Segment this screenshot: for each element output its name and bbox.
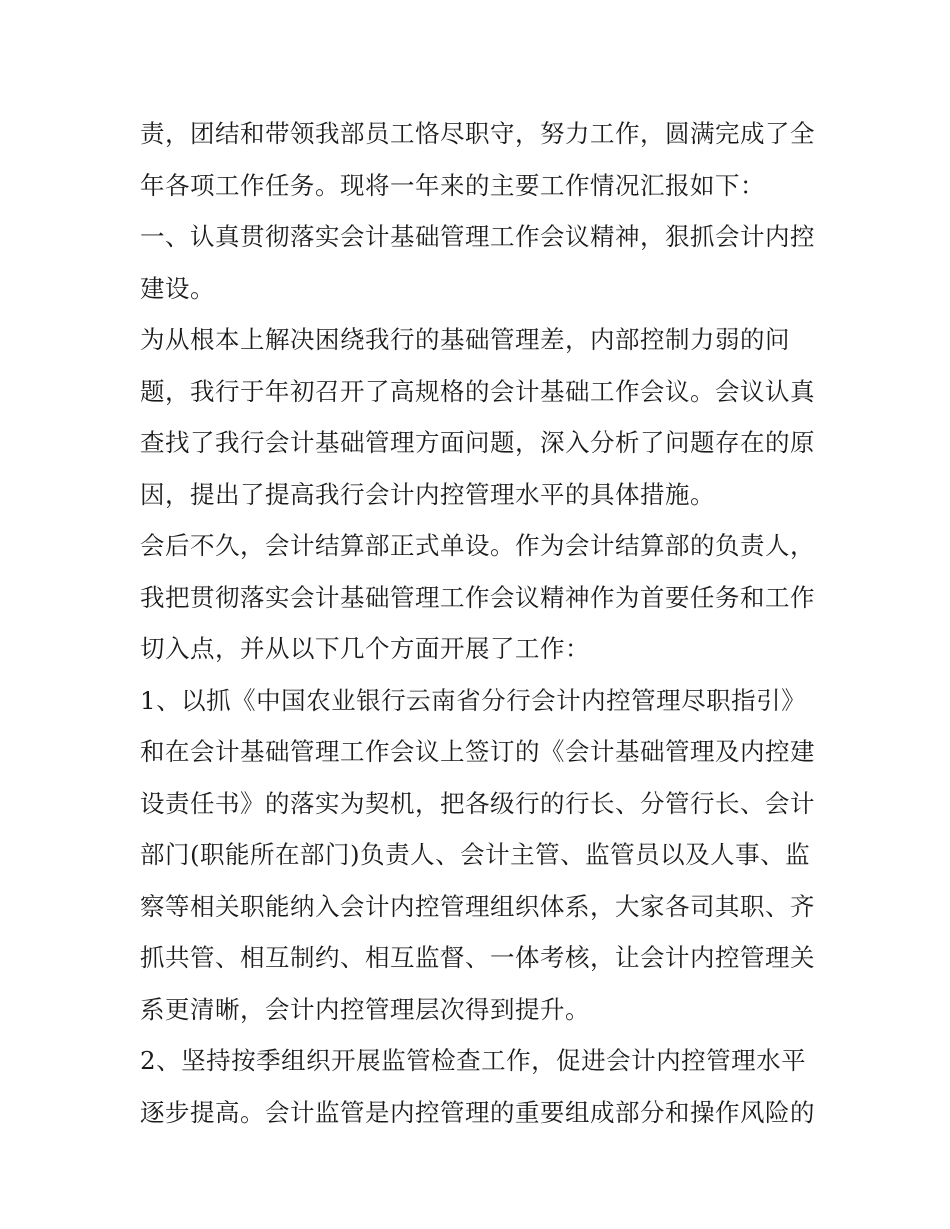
text-line: 系更清晰，会计内控管理层次得到提升。 [140,994,590,1024]
text-line: 我把贯彻落实会计基础管理工作会议精神作为首要任务和工作 [140,582,815,612]
list-item-2: 2、坚持按季组织开展监管检查工作，促进会计内控管理水平 [140,1046,807,1075]
list-item-1: 1、以抓《中国农业银行云南省分行会计内控管理尽职指引》 [140,685,807,715]
text-line: 题，我行于年初召开了高规格的会计基础工作会议。会议认真 [140,376,815,406]
text-line: 因，提出了提高我行会计内控管理水平的具体措施。 [140,479,715,509]
text-line: 查找了我行会计基础管理方面问题，深入分析了问题存在的原 [140,428,815,457]
section-heading: 建设。 [140,273,215,303]
text-line: 设责任书》的落实为契机，把各级行的行长、分管行长、会计 [140,788,815,818]
text-line: 年各项工作任务。现将一年来的主要工作情况汇报如下： [140,170,765,200]
text-line: 为从根本上解决困绕我行的基础管理差，内部控制力弱的问 [140,325,790,354]
text-line: 切入点，并从以下几个方面开展了工作： [140,634,590,663]
text-line: 逐步提高。会计监管是内控管理的重要组成部分和操作风险的 [140,1097,815,1127]
text-line: 抓共管、相互制约、相互监督、一体考核，让会计内控管理关 [140,943,815,972]
text-line: 会后不久，会计结算部正式单设。作为会计结算部的负责人， [140,531,815,560]
text-line: 察等相关职能纳入会计内控管理组织体系，大家各司其职、齐 [140,891,815,921]
text-line: 部门(职能所在部门)负责人、会计主管、监管员以及人事、监 [140,840,811,869]
document-body [140,108,820,1138]
text-line: 责，团结和带领我部员工恪尽职守，努力工作，圆满完成了全 [140,119,815,148]
text-line: 和在会计基础管理工作会议上签订的《会计基础管理及内控建 [140,737,815,766]
section-heading: 一、认真贯彻落实会计基础管理工作会议精神，狠抓会计内控 [140,222,815,251]
